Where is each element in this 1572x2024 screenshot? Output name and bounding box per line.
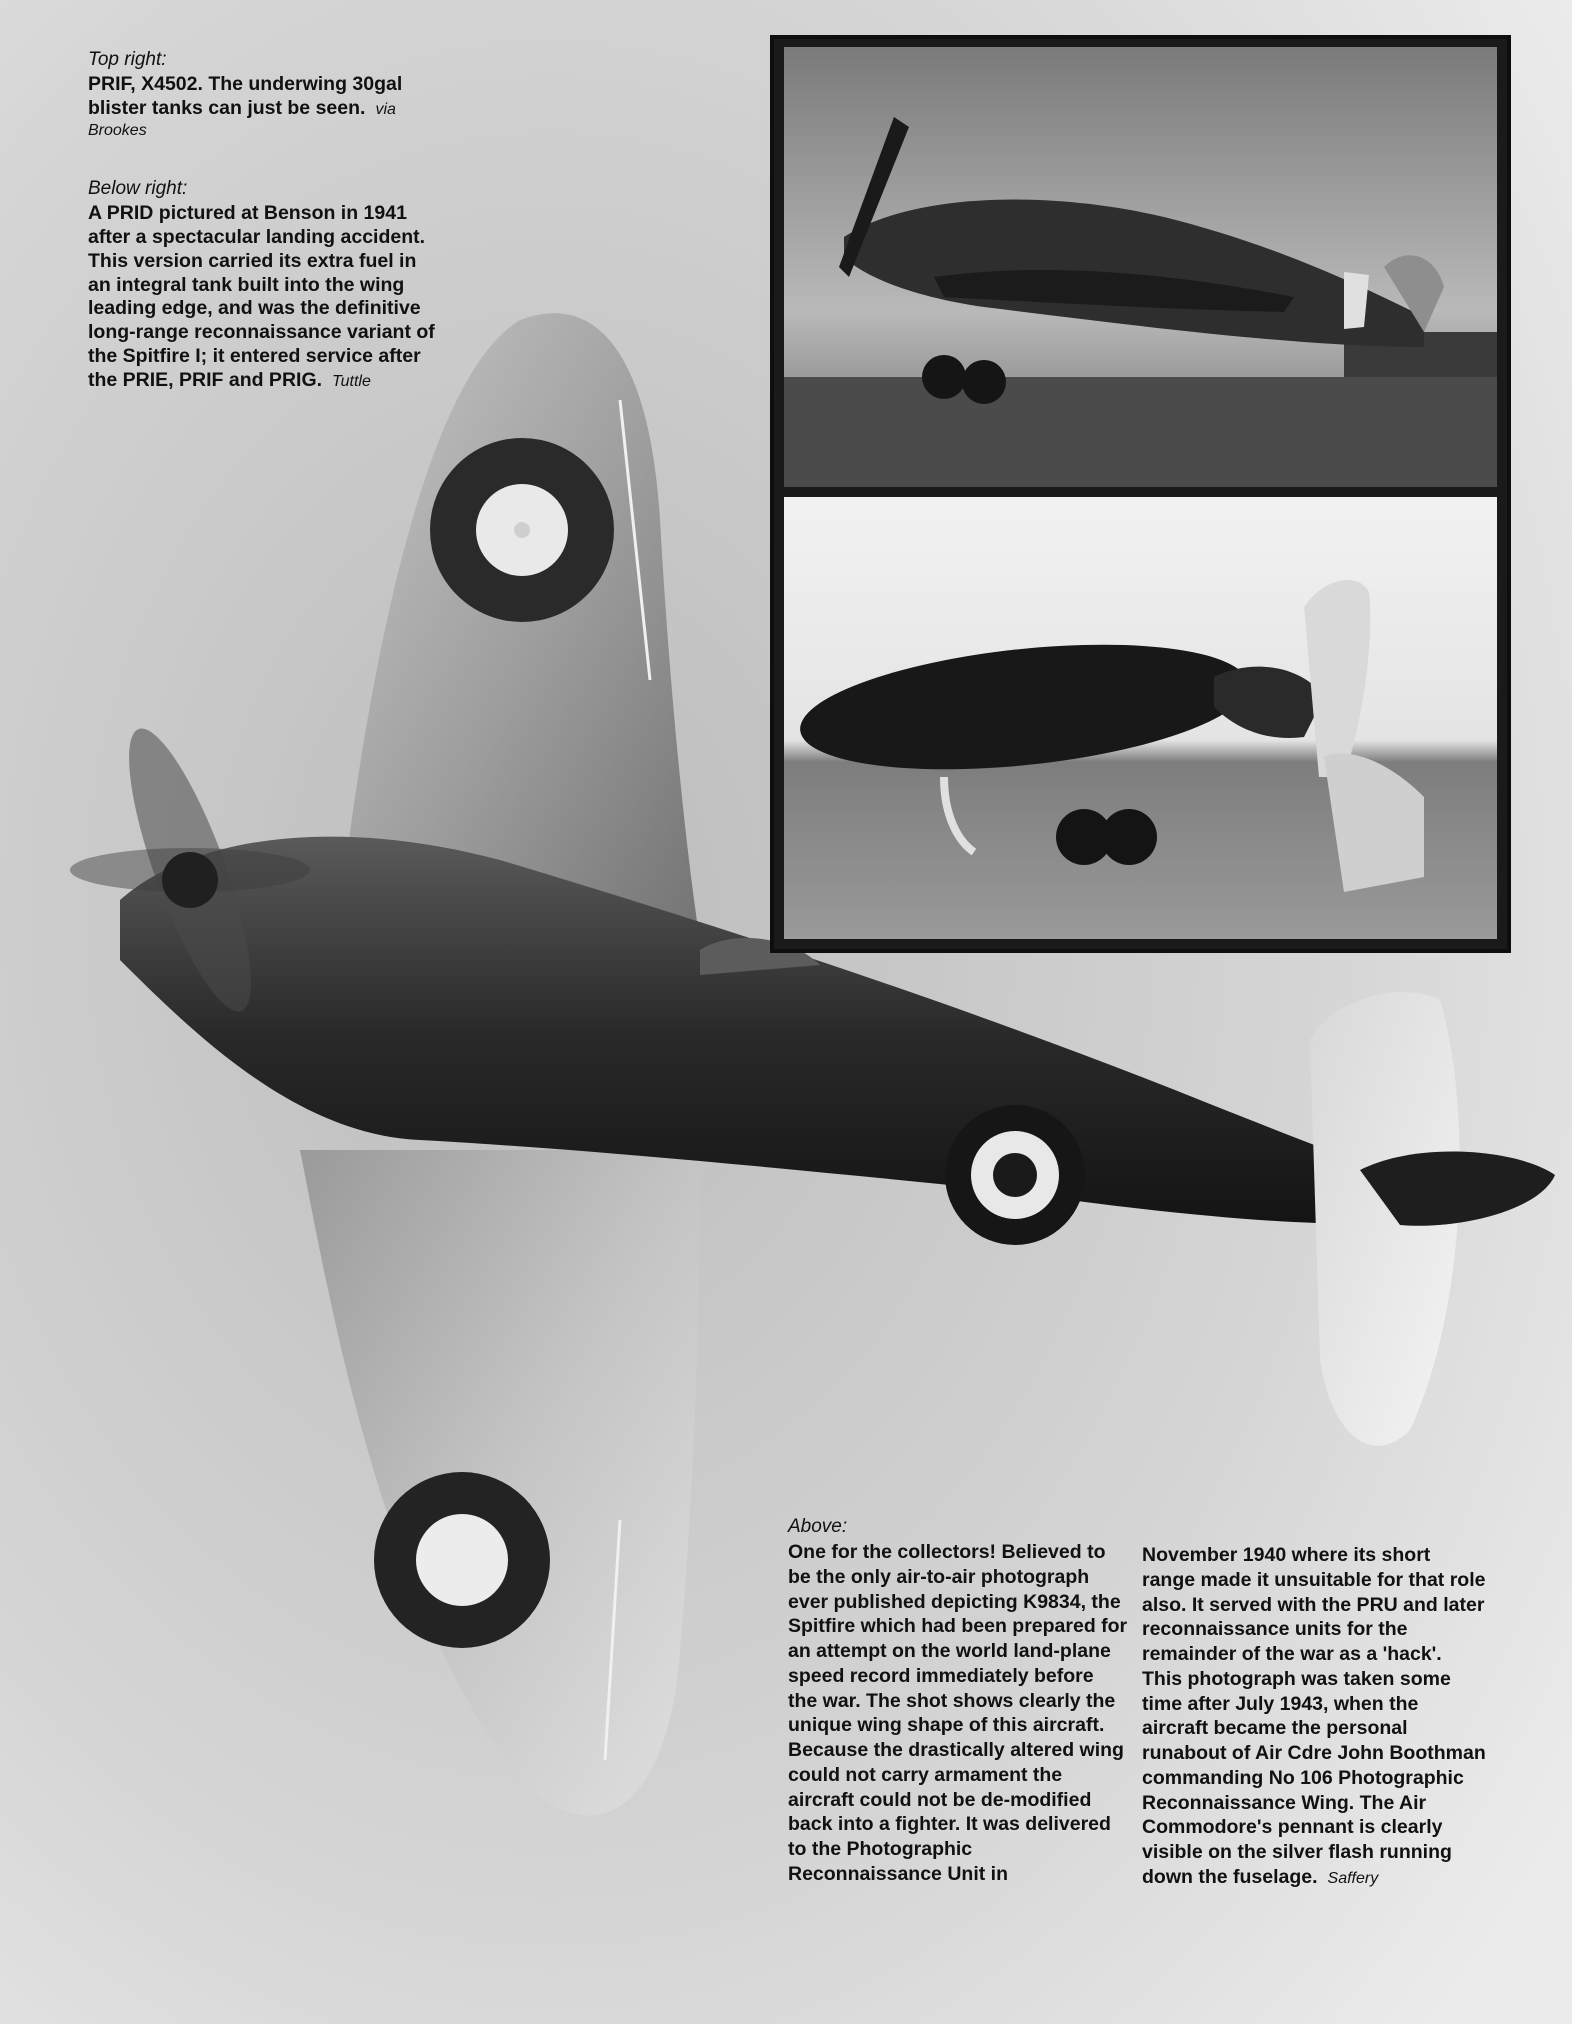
caption-above-column-2 [1142,1543,1487,1890]
caption-credit: Tuttle [332,372,371,390]
caption-lead: Above: [788,1516,848,1537]
caption-body: PRIF, X4502. The underwing 30gal blister tanks can just be seen. [88,73,403,119]
caption-credit: via Brookes [88,100,396,139]
caption-body: A PRID pictured at Benson in 1941 after a spectacular landing accident. This version carried its extra fuel in an integral tank built into the wing leading edge, and was the definitive long-range reconnaissance variant of the Spitfire I; it entered service after the PRIE, PRIF and PRIG. [88,202,435,391]
caption-credit: Saffery [1327,1869,1379,1887]
caption-above-column-1 [788,1515,1128,1887]
caption-body-col1: One for the collectors! Believed to be the only air-to-air photograph ever published depicting K9834, the Spitfire which had been prepared for an attempt on the world land-plane speed record immediately before the war. The shot shows clearly the unique wing shape of this aircraft. Because the drastically altered wing could not carry armament the aircraft could not be de-modified back into a fighter. It was delivered to the Photographic Reconnaissance Unit in [788,1541,1128,1885]
caption-below-right [88,177,438,392]
caption-body-col2: November 1940 where its short range made it unsuitable for that role also. It served with the PRU and later reconnaissance units for the remainder of the war as a 'hack'. This photograph was taken some time after July 1943, when the aircraft became the personal runabout of Air Cdre John Boothman commanding No 106 Photographic Reconnaissance Wing. The Air Commodore's pennant is clearly visible on the silver flash running down the fuselage. [1142,1544,1486,1888]
inset-photo-bottom [784,497,1497,939]
caption-lead: Top right: [88,49,167,70]
caption-lead: Below right: [88,178,188,199]
inset-photo-top [784,47,1497,487]
caption-top-right [88,48,438,140]
inset-photo-frame [770,35,1511,953]
